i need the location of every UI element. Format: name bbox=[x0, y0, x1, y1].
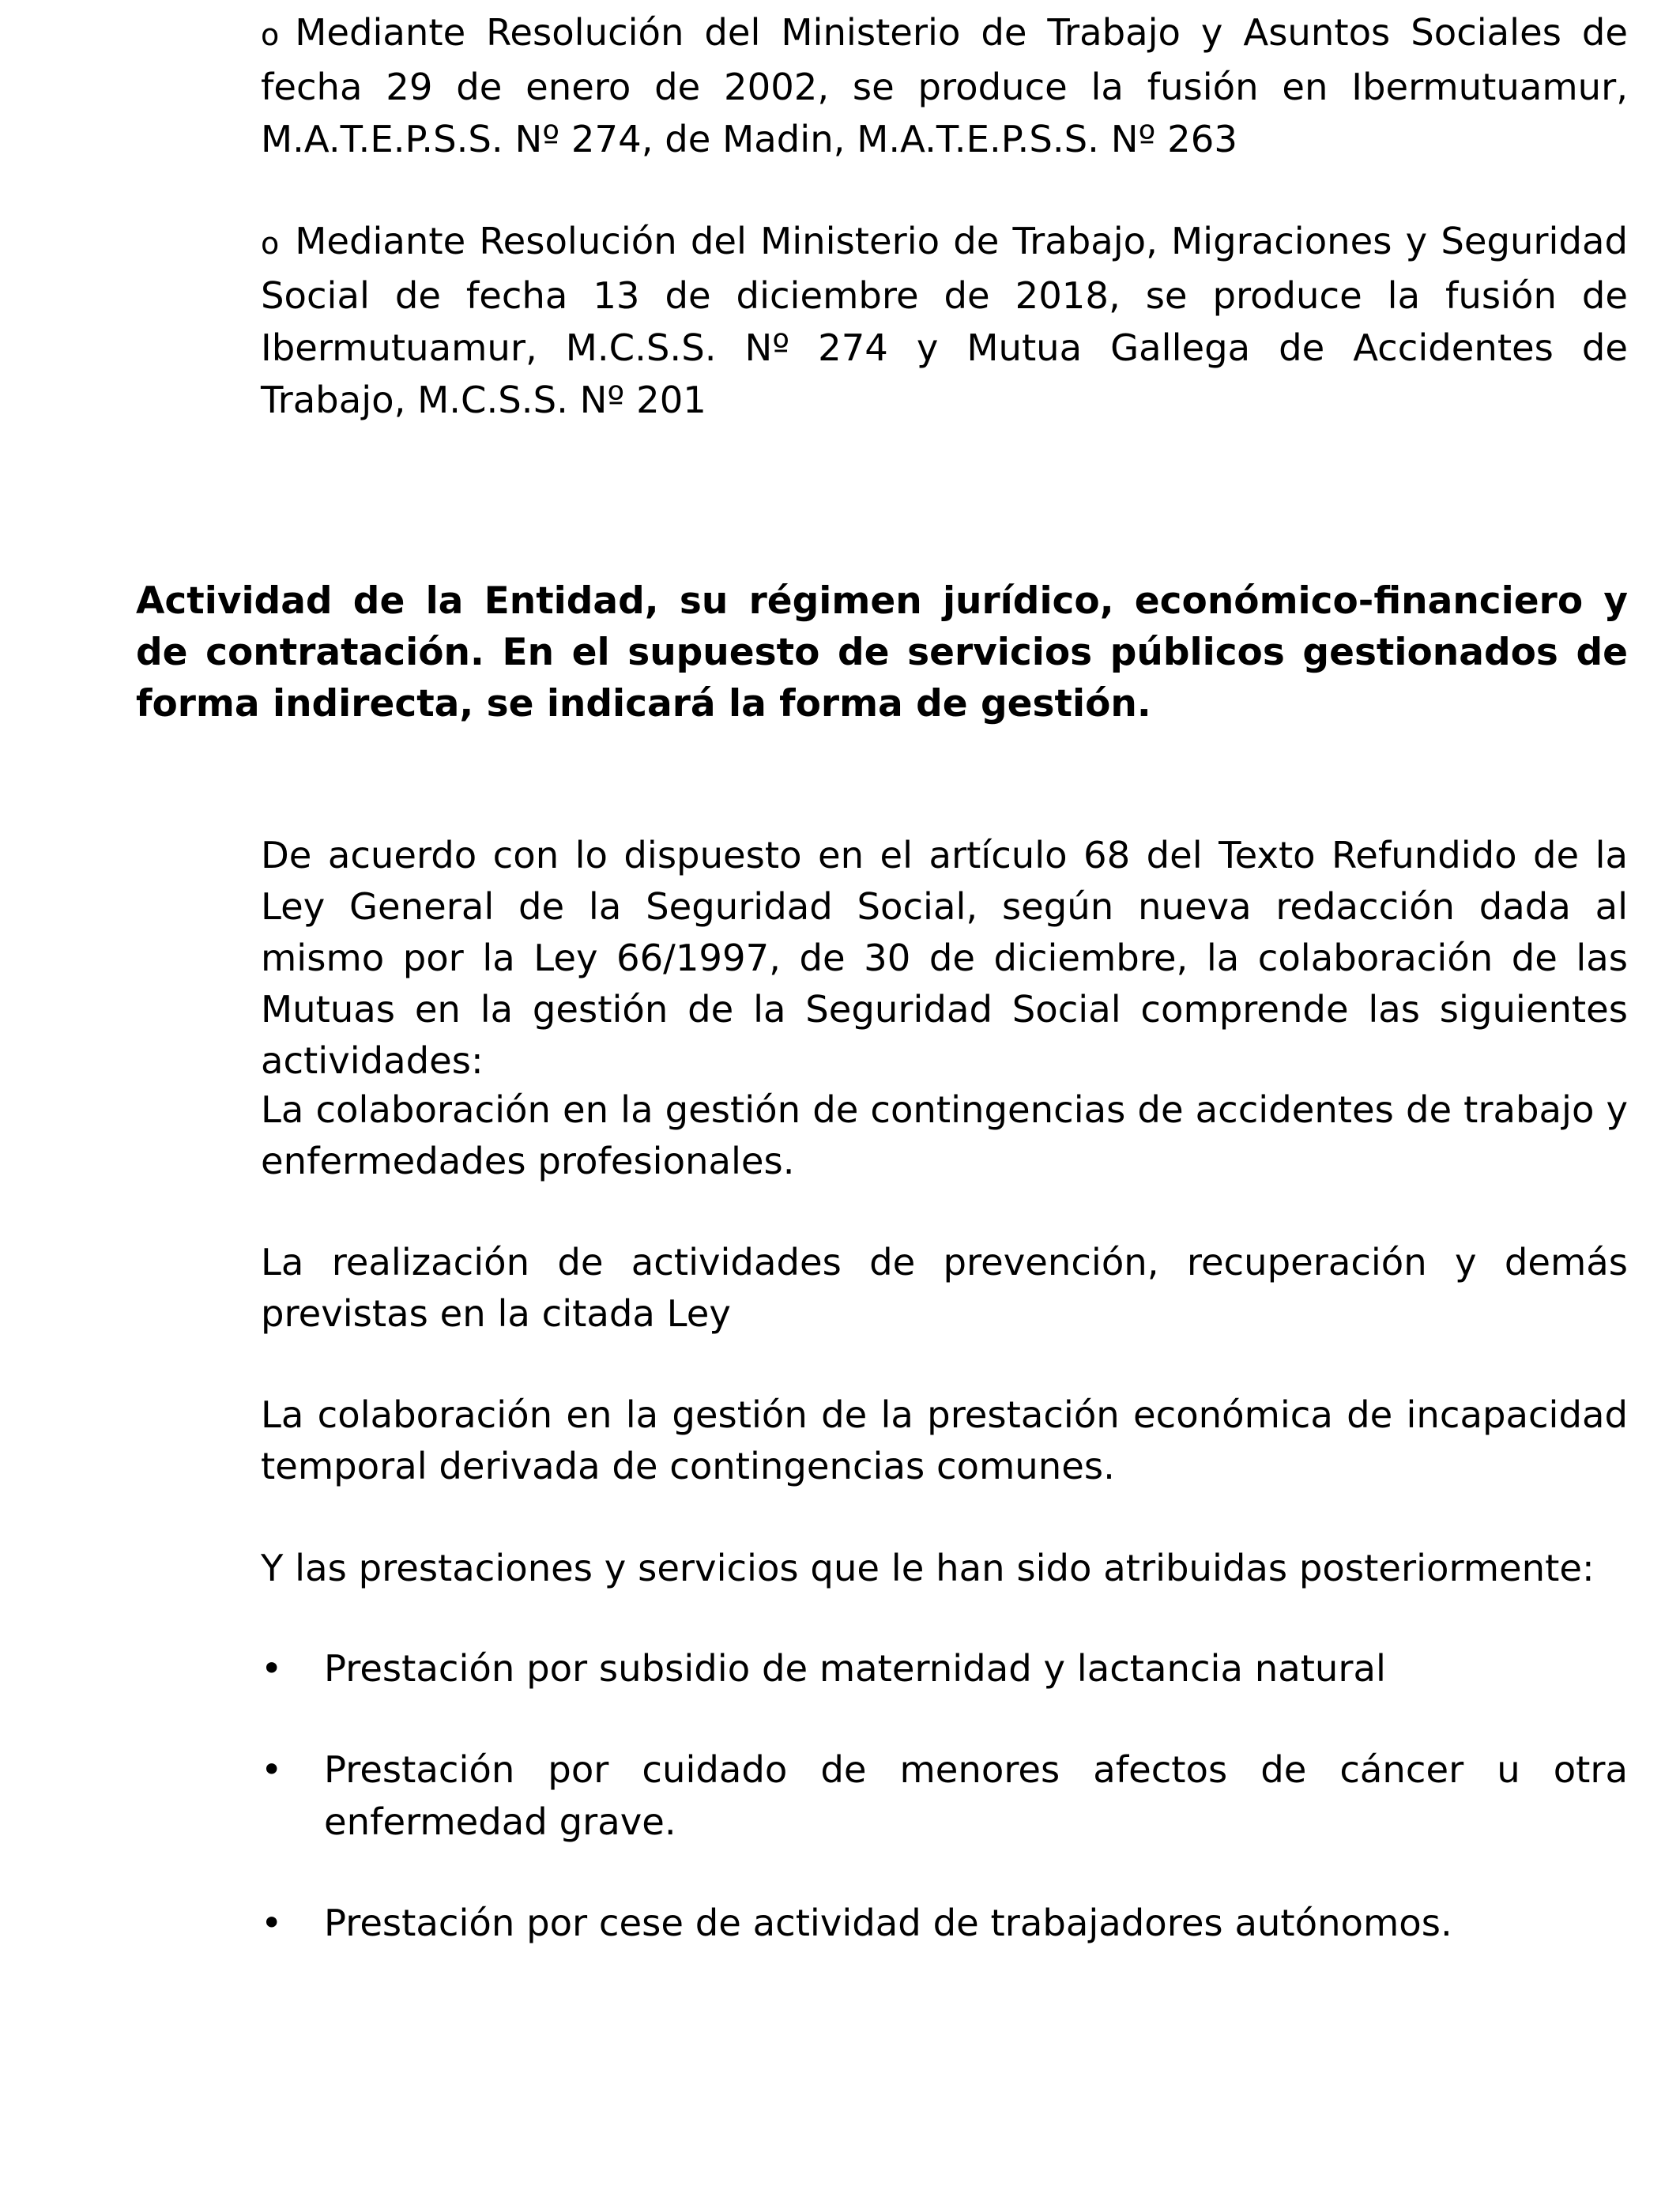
bullet-text: Prestación por cuidado de menores afectos de cáncer u otra enfermedad grave. bbox=[324, 1748, 1628, 1843]
bullet-text: Prestación por cese de actividad de trabajadores autónomos. bbox=[324, 1902, 1452, 1944]
paragraph-activity-1: La colaboración en la gestión de contingencias de accidentes de trabajo y enfermedades profesionales. bbox=[261, 1088, 1628, 1182]
sub-item-text: Mediante Resolución del Ministerio de Trabajo, Migraciones y Seguridad Social de fecha 13 de diciembre de 2018, se produce la fusión de Ibermutuamur, M.C.S.S. Nº 274 y Mutua Gallega de Accidentes de Trabajo, M.C.S.S. Nº 201 bbox=[261, 220, 1628, 421]
bullet-item bbox=[261, 1642, 1628, 1695]
section-heading: Actividad de la Entidad, su régimen jurídico, económico-financiero y de contratación. En el supuesto de servicios públicos gestionados de forma indirecta, se indicará la forma de gestión. bbox=[136, 579, 1628, 726]
sub-item-fusion-2002 bbox=[261, 6, 1628, 165]
bullet-marker: • bbox=[261, 1647, 283, 1690]
paragraph-activity-2: La realización de actividades de prevención, recuperación y demás previstas en la citada Ley bbox=[261, 1241, 1628, 1335]
bullet-text: Prestación por subsidio de maternidad y lactancia natural bbox=[324, 1647, 1386, 1690]
bullet-marker: • bbox=[261, 1902, 283, 1944]
sub-item-text: Mediante Resolución del Ministerio de Trabajo y Asuntos Sociales de fecha 29 de enero de 2002, se produce la fusión en Ibermutuamur, M.A.T.E.P.S.S. Nº 274, de Madin, M.A.T.E.P.S.S. Nº 263 bbox=[261, 11, 1628, 160]
paragraph-services-intro: Y las prestaciones y servicios que le han sido atribuidas posteriormente: bbox=[261, 1547, 1595, 1589]
sub-item-fusion-2018 bbox=[261, 215, 1628, 426]
bullet-item bbox=[261, 1744, 1628, 1848]
sub-item-marker: o bbox=[261, 17, 280, 52]
bullet-marker: • bbox=[261, 1748, 283, 1791]
sub-item-marker: o bbox=[261, 226, 280, 261]
bullet-item bbox=[261, 1897, 1628, 1949]
paragraph-intro: De acuerdo con lo dispuesto en el artículo 68 del Texto Refundido de la Ley General de la Seguridad Social, según nueva redacción dada al mismo por la Ley 66/1997, de 30 de diciembre, la colaboración de las Mutuas en la gestión de la Seguridad Social comprende las siguientes actividades: bbox=[261, 834, 1628, 1082]
paragraph-activity-3: La colaboración en la gestión de la prestación económica de incapacidad temporal derivada de contingencias comunes. bbox=[261, 1393, 1628, 1487]
